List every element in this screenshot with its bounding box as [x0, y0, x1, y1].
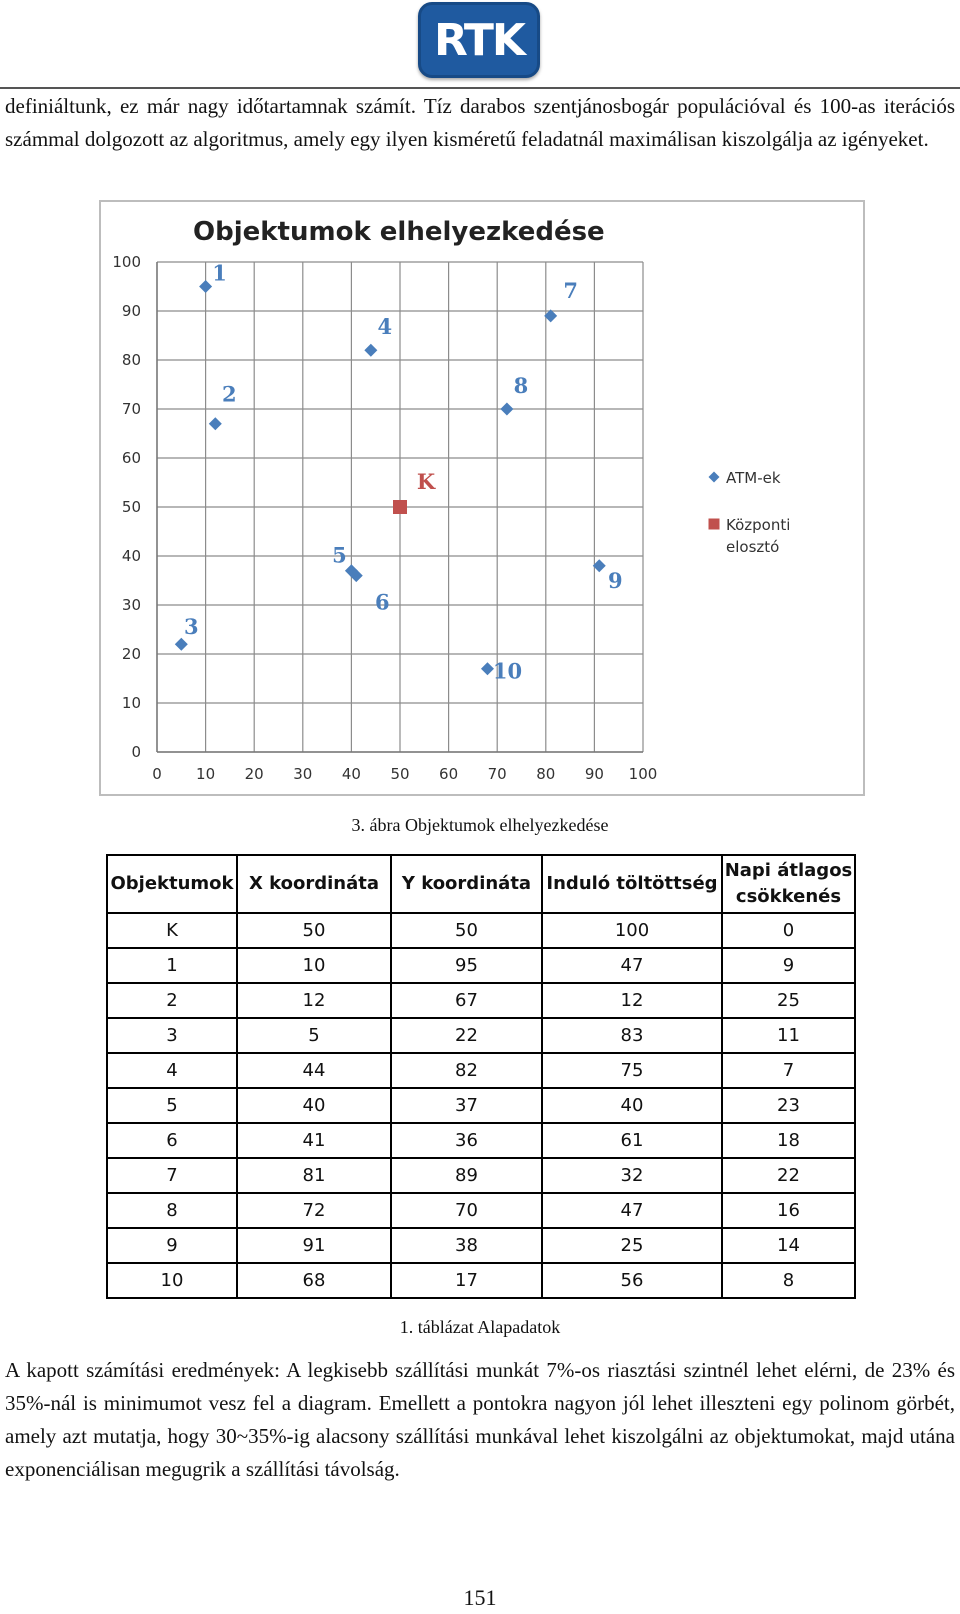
- table-cell: 68: [237, 1263, 391, 1298]
- table-cell: 95: [391, 948, 542, 983]
- x-tick-label: 0: [152, 765, 162, 783]
- table-row: [107, 1088, 855, 1123]
- data-point-label: 8: [513, 373, 529, 398]
- table-cell: 4: [107, 1053, 237, 1088]
- data-point-label: 1: [212, 260, 227, 286]
- table-cell: 23: [722, 1088, 855, 1123]
- table-cell: 18: [722, 1123, 855, 1158]
- x-tick-label: 30: [293, 765, 313, 783]
- column-header: Objektumok: [107, 855, 237, 913]
- legend-label-center: elosztó: [726, 538, 780, 556]
- table-cell: 82: [391, 1053, 542, 1088]
- table-cell: 72: [237, 1193, 391, 1228]
- scatter-chart: [99, 200, 865, 796]
- table-header-row: [107, 855, 855, 913]
- data-point-label: 9: [607, 567, 623, 593]
- table-cell: 9: [107, 1228, 237, 1263]
- table-cell: 0: [722, 913, 855, 948]
- logo-text: RTK: [433, 14, 524, 66]
- table-cell: 16: [722, 1193, 855, 1228]
- table-cell: 10: [237, 948, 391, 983]
- y-tick-label: 90: [121, 302, 141, 320]
- table-cell: 47: [542, 948, 722, 983]
- table-cell: 44: [237, 1053, 391, 1088]
- table-cell: 12: [237, 983, 391, 1018]
- data-point-marker: [393, 500, 407, 514]
- x-tick-label: 50: [390, 765, 410, 783]
- table-cell: 37: [391, 1088, 542, 1123]
- table-caption: 1. táblázat Alapadatok: [399, 1317, 561, 1337]
- table-cell: 70: [391, 1193, 542, 1228]
- table-cell: 12: [542, 983, 722, 1018]
- data-point-label: 2: [222, 381, 237, 407]
- table-cell: 11: [722, 1018, 855, 1053]
- table-cell: 50: [391, 913, 542, 948]
- column-header: Napi átlagos csökkenés: [722, 855, 855, 913]
- table-cell: 61: [542, 1123, 722, 1158]
- table-cell: 40: [542, 1088, 722, 1123]
- table-cell: 89: [391, 1158, 542, 1193]
- data-point-marker: [500, 403, 513, 416]
- table-cell: 40: [237, 1088, 391, 1123]
- table-row: [107, 1123, 855, 1158]
- x-tick-label: 80: [536, 765, 556, 783]
- y-tick-label: 50: [121, 498, 141, 516]
- x-tick-label: 90: [584, 765, 604, 783]
- y-tick-label: 100: [112, 253, 141, 271]
- table-cell: 81: [237, 1158, 391, 1193]
- table-row: [107, 1053, 855, 1088]
- data-point-label: 7: [563, 277, 578, 303]
- x-tick-label: 100: [628, 765, 658, 783]
- table-row: [107, 1158, 855, 1193]
- table-cell: 56: [542, 1263, 722, 1298]
- table-cell: 38: [391, 1228, 542, 1263]
- y-tick-label: 60: [121, 449, 141, 467]
- table-cell: 8: [107, 1193, 237, 1228]
- table-cell: 3: [107, 1018, 237, 1053]
- table-row: [107, 1193, 855, 1228]
- table-cell: 25: [542, 1228, 722, 1263]
- data-table: [106, 854, 856, 1299]
- header-divider: [0, 87, 960, 89]
- table-cell: 17: [391, 1263, 542, 1298]
- table-cell: 5: [237, 1018, 391, 1053]
- x-tick-label: 10: [196, 765, 216, 783]
- table-row: [107, 983, 855, 1018]
- table-cell: 14: [722, 1228, 855, 1263]
- table-row: [107, 1263, 855, 1298]
- page-number: 151: [463, 1585, 497, 1610]
- table-cell: 7: [107, 1158, 237, 1193]
- table-cell: 7: [722, 1053, 855, 1088]
- data-point-marker: [364, 344, 377, 357]
- paragraph-intro: definiáltunk, ez már nagy időtartamnak számít. Tíz darabos szentjánosbogár populációval és 100-as iterációs számmal dolgozott az algoritmus, amely egy ilyen kisméretű feladatnál maximálisan kiszolgálja az igényeket.: [5, 94, 955, 151]
- table-cell: 2: [107, 983, 237, 1018]
- legend-marker-atm: [709, 472, 720, 483]
- legend-label-atm: ATM-ek: [726, 469, 781, 487]
- y-tick-label: 70: [121, 400, 141, 418]
- table-cell: 75: [542, 1053, 722, 1088]
- y-tick-label: 80: [121, 351, 141, 369]
- data-point-label: K: [416, 469, 436, 494]
- y-tick-label: 40: [121, 547, 141, 565]
- x-tick-label: 20: [244, 765, 264, 783]
- table-cell: 100: [542, 913, 722, 948]
- table-row: [107, 1228, 855, 1263]
- table-row: [107, 948, 855, 983]
- y-tick-label: 20: [121, 645, 141, 663]
- chart-canvas: [101, 202, 863, 794]
- table-cell: 22: [391, 1018, 542, 1053]
- table-cell: 47: [542, 1193, 722, 1228]
- table-cell: 8: [722, 1263, 855, 1298]
- table-cell: K: [107, 913, 237, 948]
- rtk-logo: [418, 2, 540, 78]
- table-cell: 22: [722, 1158, 855, 1193]
- data-point-marker: [209, 417, 222, 430]
- x-tick-label: 60: [439, 765, 459, 783]
- table-cell: 25: [722, 983, 855, 1018]
- table-cell: 10: [107, 1263, 237, 1298]
- data-point-marker: [175, 638, 188, 651]
- data-point-label: 3: [183, 614, 199, 640]
- table-cell: 36: [391, 1123, 542, 1158]
- table-cell: 32: [542, 1158, 722, 1193]
- data-point-marker: [199, 280, 212, 293]
- table-cell: 1: [107, 948, 237, 983]
- table-row: [107, 913, 855, 948]
- table-row: [107, 1018, 855, 1053]
- paragraph-results: A kapott számítási eredmények: A legkisebb szállítási munkát 7%-os riasztási szintnél lehet elérni, de 23% és 35%-nál is minimumot vesz fel a diagram. Emellett a pontokra nagyon jól lehet illeszteni egy polinom görbét, amely azt mutatja, hogy 30~35%-ig alacsony szállítási munkával lehet kiszolgálni az objektumokat, majd utána exponenciálisan megugrik a szállítási távolság.: [5, 1358, 955, 1481]
- data-point-label: 6: [374, 589, 390, 615]
- column-header: X koordináta: [237, 855, 391, 913]
- column-header: Induló töltöttség: [542, 855, 722, 913]
- y-tick-label: 0: [131, 743, 141, 761]
- table-cell: 67: [391, 983, 542, 1018]
- legend-label-center: Központi: [726, 516, 791, 534]
- chart-title: Objektumok elhelyezkedése: [193, 217, 605, 247]
- y-tick-label: 10: [121, 694, 141, 712]
- table-cell: 41: [237, 1123, 391, 1158]
- x-tick-label: 40: [341, 765, 361, 783]
- data-point-label: 5: [332, 542, 347, 568]
- figure-caption: 3. ábra Objektumok elhelyezkedése: [351, 815, 609, 835]
- table-cell: 83: [542, 1018, 722, 1053]
- legend-marker-center: [709, 519, 720, 530]
- table-cell: 5: [107, 1088, 237, 1123]
- table-cell: 91: [237, 1228, 391, 1263]
- column-header: Y koordináta: [391, 855, 542, 913]
- table-cell: 50: [237, 913, 391, 948]
- table-cell: 6: [107, 1123, 237, 1158]
- data-point-label: 10: [492, 658, 523, 684]
- table-cell: 9: [722, 948, 855, 983]
- x-tick-label: 70: [487, 765, 507, 783]
- data-point-label: 4: [377, 314, 393, 340]
- y-tick-label: 30: [121, 596, 141, 614]
